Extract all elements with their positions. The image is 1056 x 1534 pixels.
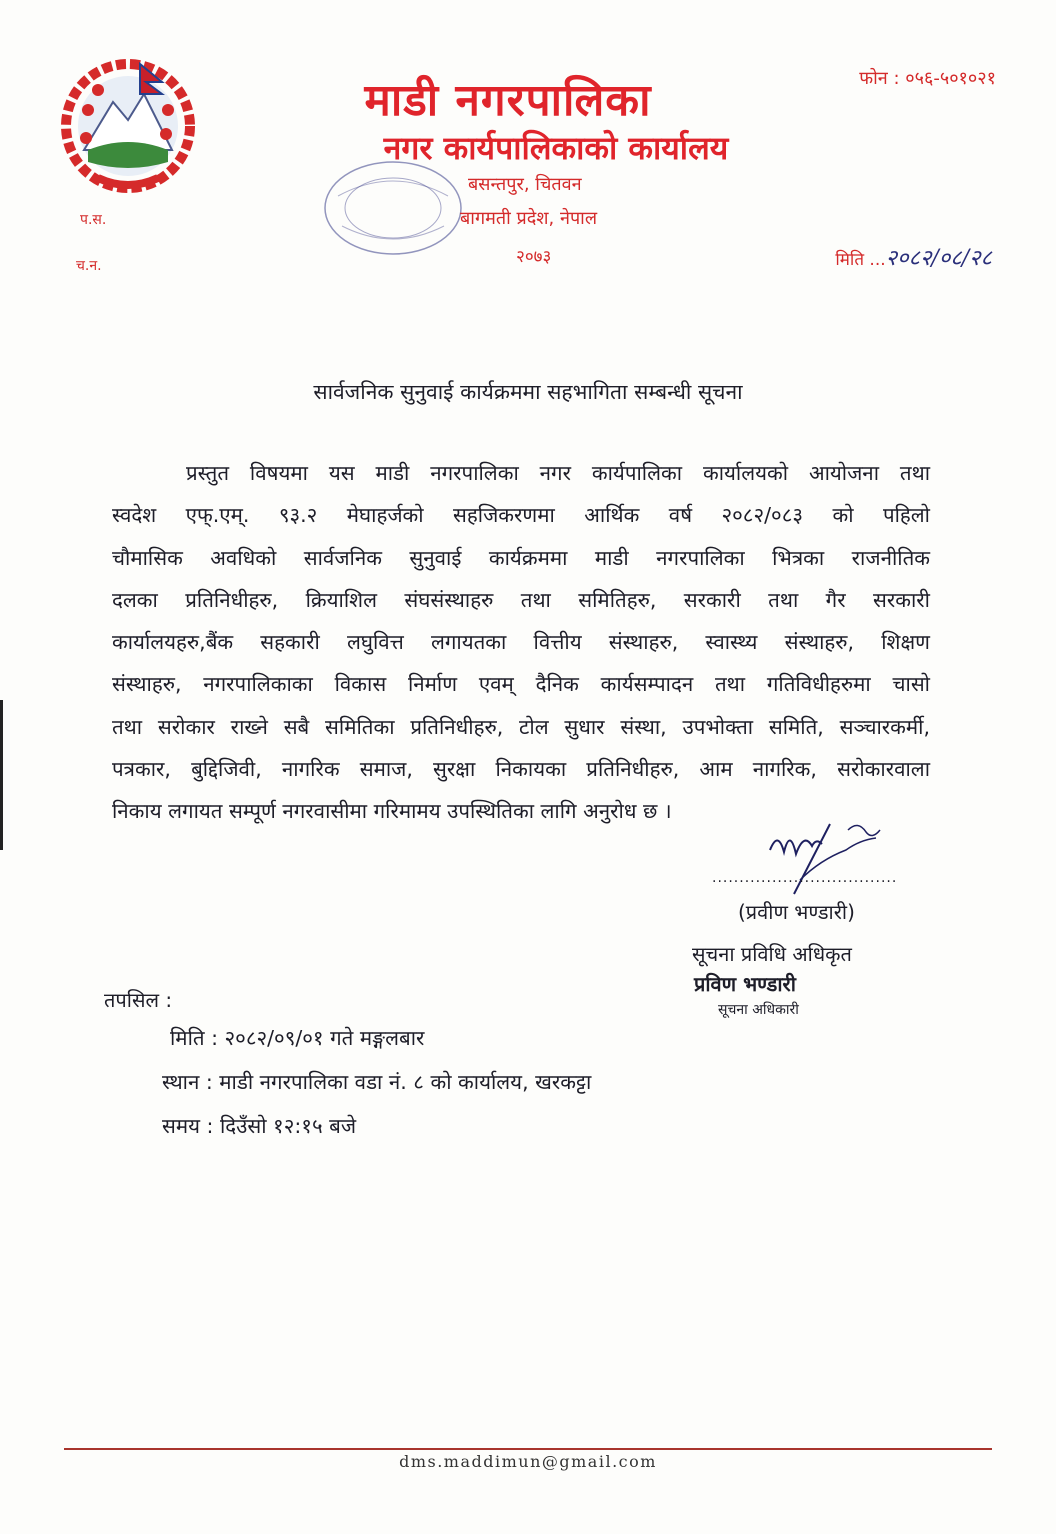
event-date: मिति : २०८२/०९/०१ गते मङ्गलबार bbox=[170, 1026, 425, 1050]
established-year: २०७३ bbox=[516, 247, 552, 267]
body-line: पत्रकार, बुद्दिजिवी, नागरिक समाज, सुरक्षा निकायका प्रतिनिधीहरु, आम नागरिक, सरोकारवाला bbox=[112, 757, 930, 782]
body-line: संस्थाहरु, नगरपालिकाका विकास निर्माण एवम् दैनिक कार्यसम्पादन तथा गतिविधीहरुमा चासो bbox=[112, 672, 930, 697]
signatory-name: (प्रवीण भण्डारी) bbox=[738, 900, 855, 924]
phone-number: फोन : ०५६-५०१०२१ bbox=[859, 68, 996, 89]
body-line: चौमासिक अवधिको सार्वजनिक सुनुवाई कार्यक्रममा माडी नगरपालिका भित्रका राजनीतिक bbox=[112, 545, 930, 570]
body-line: स्वदेश एफ्.एम्. ९३.२ मेघाहर्जको सहजिकरणमा आर्थिक वर्ष २०८२/०८३ को पहिलो bbox=[112, 503, 930, 528]
details-heading: तपसिल : bbox=[104, 988, 173, 1012]
stamp-role: सूचना अधिकारी bbox=[718, 1002, 799, 1018]
body-line: कार्यालयहरु,बैंक सहकारी लघुवित्त लगायतका वित्तीय संस्थाहरु, स्वास्थ्य संस्थाहरु, शिक्षण bbox=[112, 630, 930, 655]
body-line: तथा सरोकार राख्ने सबै समितिका प्रतिनिधीहरु, टोल सुधार संस्था, उपभोक्ता समिति, सञ्चारकर्मी, bbox=[112, 714, 930, 739]
letter-date bbox=[835, 242, 992, 272]
letter-subject: सार्वजनिक सुनुवाई कार्यक्रममा सहभागिता सम्बन्धी सूचना bbox=[313, 380, 743, 404]
stamp-name: प्रविण भण्डारी bbox=[694, 972, 796, 996]
event-time: समय : दिउँसो १२:१५ बजे bbox=[162, 1114, 357, 1138]
footer-email: dms.maddimun@gmail.com bbox=[399, 1452, 657, 1471]
event-place: स्थान : माडी नगरपालिका वडा नं. ८ को कार्यालय, खरकट्टा bbox=[162, 1070, 592, 1094]
office-name: नगर कार्यपालिकाको कार्यालय bbox=[383, 129, 729, 167]
body-line: निकाय लगायत सम्पूर्ण नगरवासीमा गरिमामय उपस्थितिका लागि अनुरोध छ । bbox=[112, 799, 672, 824]
signature-line: .................................. bbox=[712, 870, 898, 886]
municipality-name: माडी नगरपालिका bbox=[364, 75, 652, 126]
address-line-1: बसन्तपुर, चितवन bbox=[468, 174, 582, 195]
office-seal bbox=[318, 156, 468, 262]
reference-ps: प.स. bbox=[80, 212, 107, 228]
scan-edge-shadow bbox=[0, 700, 3, 850]
date-label: मिति ... bbox=[835, 250, 886, 270]
body-line: दलका प्रतिनिधीहरु, क्रियाशिल संघसंस्थाहरु तथा समितिहरु, सरकारी तथा गैर सरकारी bbox=[112, 587, 930, 612]
address-line-2: बागमती प्रदेश, नेपाल bbox=[460, 208, 598, 229]
body-line: प्रस्तुत विषयमा यस माडी नगरपालिका नगर कार्यपालिका कार्यालयको आयोजना तथा bbox=[186, 461, 930, 485]
signatory-title: सूचना प्रविधि अधिकृत bbox=[692, 942, 852, 966]
handwritten-signature bbox=[760, 810, 890, 900]
letter-body bbox=[112, 452, 930, 833]
footer-divider bbox=[64, 1448, 992, 1450]
date-value: २०८२/०८/२८ bbox=[885, 246, 992, 271]
reference-cn: च.न. bbox=[76, 258, 102, 274]
